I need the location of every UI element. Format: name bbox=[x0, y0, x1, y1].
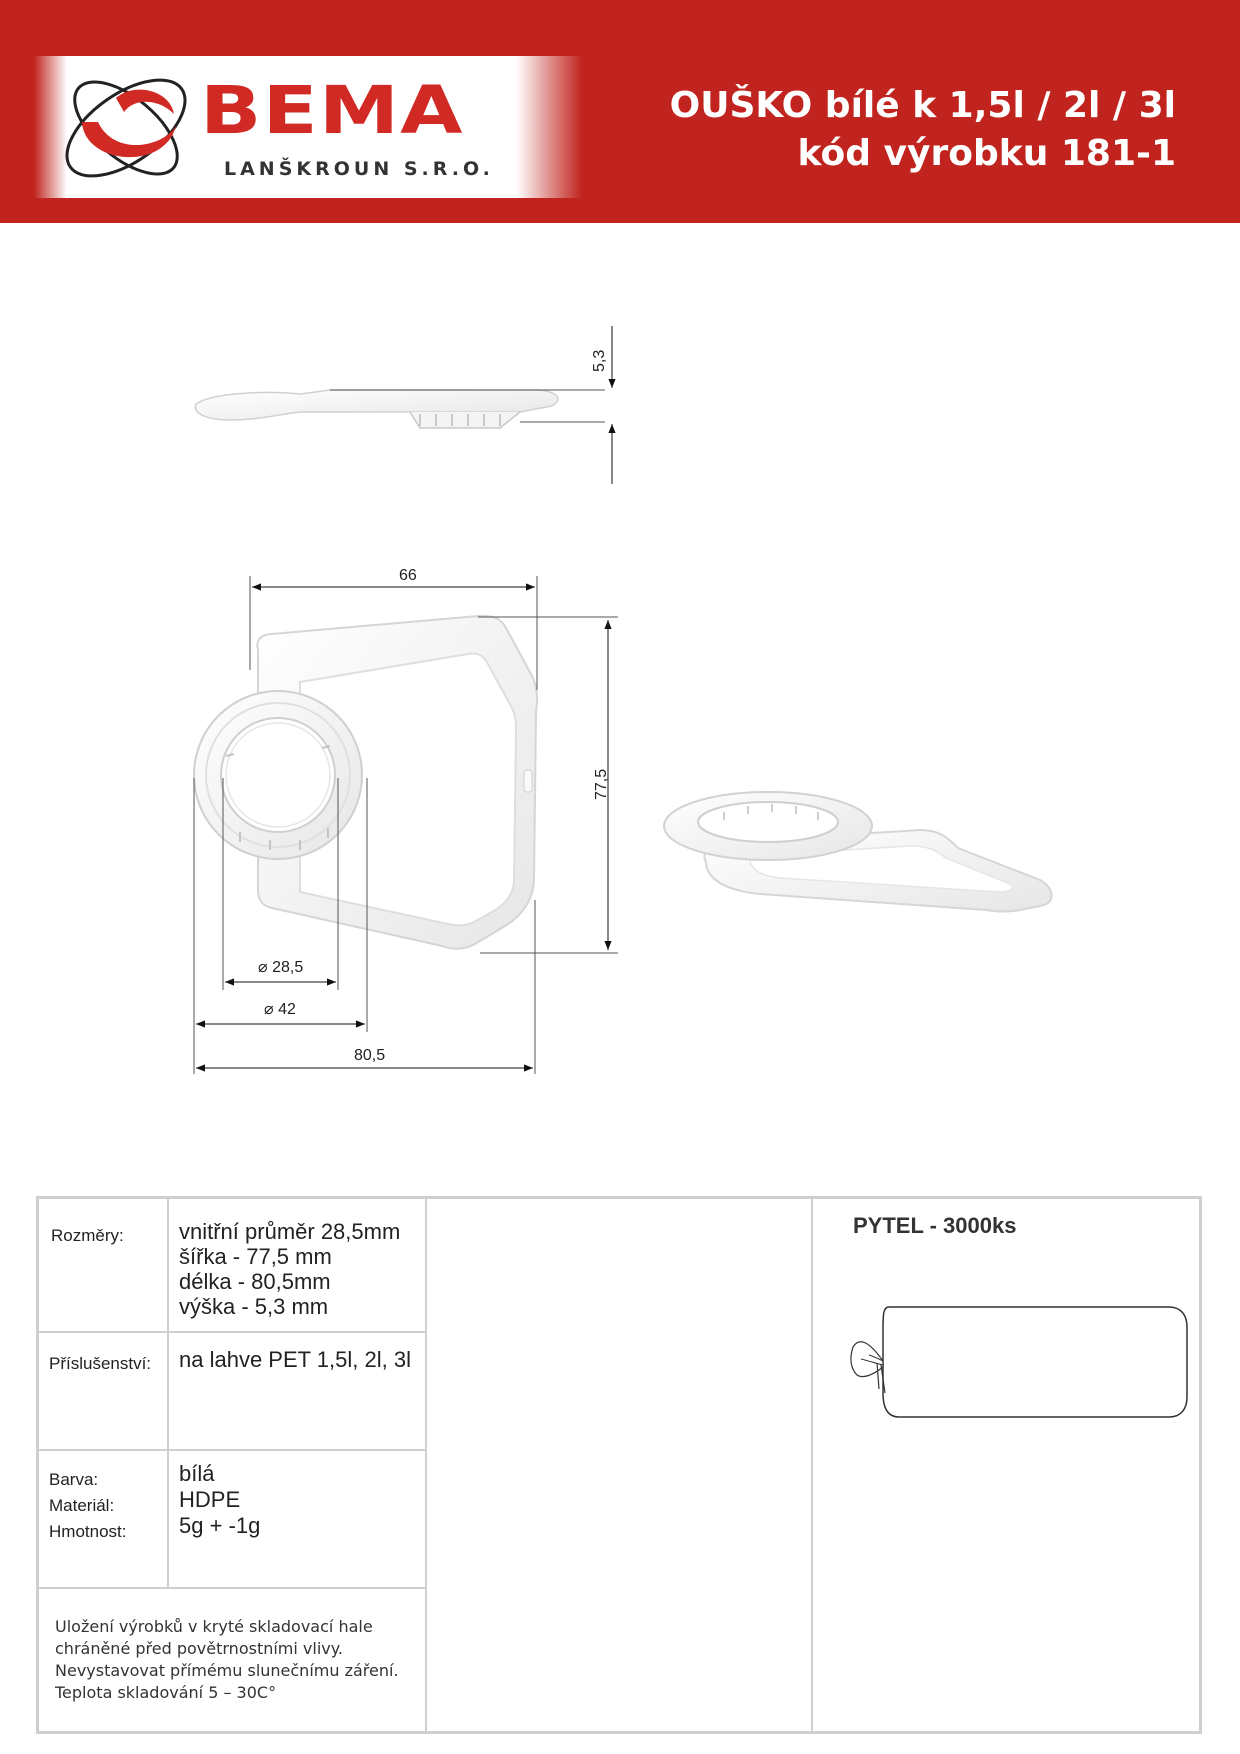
value-line: šířka - 77,5 mm bbox=[179, 1244, 332, 1269]
label-hmotnost: Hmotnost: bbox=[49, 1522, 127, 1541]
divider bbox=[425, 1199, 427, 1731]
header-banner bbox=[0, 0, 1240, 223]
note-line: Nevystavovat přímému slunečnímu záření. bbox=[55, 1661, 399, 1680]
value-hmotnost: 5g + -1g bbox=[179, 1513, 261, 1538]
divider bbox=[167, 1199, 169, 1587]
material-values bbox=[179, 1461, 260, 1539]
material-labels bbox=[49, 1467, 126, 1545]
packaging-label: PYTEL - 3000ks bbox=[853, 1213, 1017, 1238]
note-line: chráněné před povětrnostními vlivy. bbox=[55, 1639, 344, 1658]
dim-outer-diameter-label: ⌀ 42 bbox=[264, 1001, 296, 1018]
label-barva: Barva: bbox=[49, 1470, 99, 1489]
note-line: Teplota skladování 5 – 30C° bbox=[55, 1683, 277, 1702]
divider bbox=[39, 1449, 425, 1451]
divider bbox=[39, 1331, 425, 1333]
storage-note bbox=[55, 1616, 399, 1704]
note-line: Uložení výrobků v kryté skladovací hale bbox=[55, 1617, 373, 1636]
divider bbox=[39, 1587, 425, 1589]
title-line-2: kód výrobku 181-1 bbox=[797, 133, 1176, 174]
value-material: HDPE bbox=[179, 1487, 241, 1512]
dim-height-label: 5,3 bbox=[591, 349, 608, 372]
technical-drawing bbox=[0, 223, 1240, 1123]
dim-inner-diameter-label: ⌀ 28,5 bbox=[258, 959, 304, 976]
logo bbox=[34, 56, 582, 198]
brand-subtitle: LANŠKROUN S.R.O. bbox=[224, 158, 494, 180]
title-line-1: OUŠKO bílé k 1,5l / 2l / 3l bbox=[669, 85, 1176, 126]
bema-logo-icon bbox=[54, 64, 204, 192]
brand-name: BEMA bbox=[200, 72, 464, 149]
divider bbox=[811, 1199, 813, 1731]
bag-icon bbox=[839, 1289, 1189, 1429]
product-perspective-view bbox=[664, 792, 1052, 912]
label-material: Materiál: bbox=[49, 1496, 115, 1515]
spec-table bbox=[36, 1196, 1202, 1734]
top-view bbox=[194, 567, 618, 1074]
dim-height-side-label: 77,5 bbox=[593, 768, 610, 800]
value-prislusenstvi: na lahve PET 1,5l, 2l, 3l bbox=[179, 1347, 411, 1372]
values-rozmery bbox=[179, 1219, 400, 1319]
value-line: délka - 80,5mm bbox=[179, 1269, 331, 1294]
dim-width-top-label: 66 bbox=[399, 567, 417, 584]
page-title bbox=[670, 82, 1176, 178]
label-prislusenstvi: Příslušenství: bbox=[49, 1354, 152, 1373]
dim-total-width-label: 80,5 bbox=[354, 1047, 386, 1064]
side-view bbox=[195, 326, 612, 484]
value-barva: bílá bbox=[179, 1461, 215, 1486]
value-line: výška - 5,3 mm bbox=[179, 1294, 329, 1319]
label-rozmery: Rozměry: bbox=[51, 1226, 124, 1245]
value-line: vnitřní průměr 28,5mm bbox=[179, 1219, 401, 1244]
